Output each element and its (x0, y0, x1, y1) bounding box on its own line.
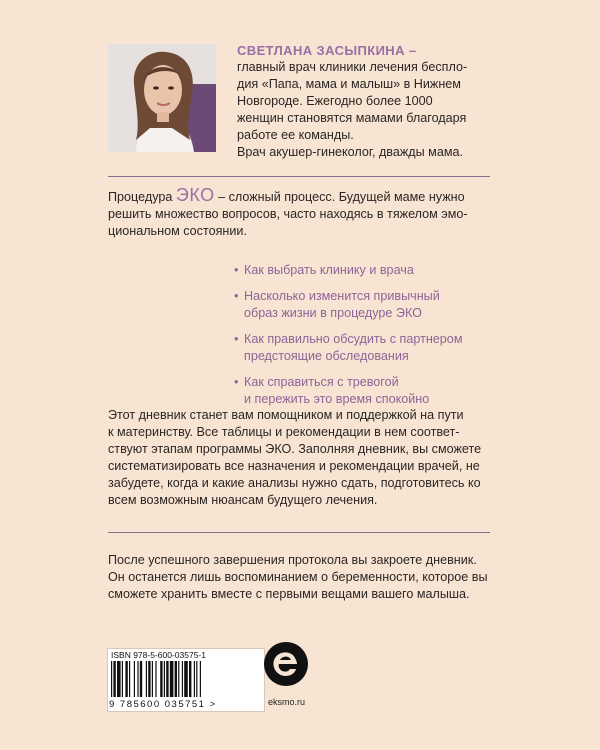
list-item-text: Насколько изменится привычный (244, 289, 440, 303)
eco-highlight: ЭКО (175, 185, 215, 205)
question-list (234, 262, 514, 417)
middle-line: забудете, когда и какие анализы нужно сдать, подготовитесь ко (108, 476, 481, 490)
intro-text-before: Процедура (108, 190, 176, 204)
author-bio-line: Новгороде. Ежегодно более 1000 (237, 94, 433, 108)
barcode-bar (137, 661, 138, 697)
closing-paragraph (108, 552, 498, 603)
list-item-text: Как правильно обсудить с партнером (244, 332, 463, 346)
barcode-bar (196, 661, 197, 697)
list-item (234, 288, 514, 322)
author-bio-line: главный врач клиники лечения беспло- (237, 60, 468, 74)
barcode-bar (113, 661, 115, 697)
eksmo-logo-icon (263, 641, 309, 687)
divider-bottom (108, 532, 490, 533)
barcode-bar (182, 661, 183, 697)
barcode-bar (117, 661, 121, 697)
middle-line: к материнству. Все таблицы и рекомендации в нем соответ- (108, 425, 460, 439)
bullet-marker: • (234, 289, 239, 303)
barcode-bar (194, 661, 195, 697)
author-bio-line: Врач акушер-гинеколог, дважды мама. (237, 145, 464, 159)
barcode-bar (129, 661, 130, 697)
eksmo-logo-graphic (263, 641, 309, 687)
barcode-bar (134, 661, 135, 697)
publisher-site: eksmo.ru (268, 697, 306, 707)
barcode-digits: 9 785600 035751 > (109, 699, 217, 710)
barcode-bar (155, 661, 156, 697)
barcode-bar (184, 661, 188, 697)
author-bio-line: работе ее команды. (237, 128, 354, 142)
list-item (234, 331, 514, 365)
barcode-bar (146, 661, 147, 697)
list-item (234, 262, 514, 279)
barcode-bar (166, 661, 168, 697)
intro-line-1 (108, 187, 498, 206)
bullet-marker: • (234, 375, 239, 389)
barcode-bar (189, 661, 191, 697)
divider-top (108, 176, 490, 177)
bullet-marker: • (234, 263, 239, 277)
author-bio-line: женщин становятся мамами благодаря (237, 111, 467, 125)
barcode-bar (200, 661, 201, 697)
closing-line: После успешного завершения протокола вы закроете дневник. (108, 553, 477, 567)
list-item-text: Как справиться с тревогой (244, 375, 399, 389)
intro-paragraph (108, 187, 498, 240)
intro-line-2: решить множество вопросов, часто находясь в тяжелом эмо- (108, 207, 468, 221)
author-bio (237, 42, 537, 161)
middle-line: всем возможным нюансам будущего лечения. (108, 493, 378, 507)
barcode-bar (160, 661, 162, 697)
author-photo (108, 44, 216, 152)
barcode-bar (111, 661, 112, 697)
barcode-bar (170, 661, 174, 697)
closing-line: сможете хранить вместе с первыми вещами вашего малыша. (108, 587, 470, 601)
barcode-bar (152, 661, 153, 697)
middle-line: Этот дневник станет вам помощником и поддержкой на пути (108, 408, 464, 422)
barcode-bars (111, 661, 261, 697)
author-name: СВЕТЛАНА ЗАСЫПКИНА – (237, 43, 417, 58)
isbn-text: ISBN 978-5-600-03575-1 (111, 650, 206, 660)
middle-line: систематизировать все назначения и рекомендации врачей, не (108, 459, 480, 473)
bullet-marker: • (234, 332, 239, 346)
barcode-bar (178, 661, 179, 697)
barcode-bar (122, 661, 123, 697)
barcode-bar (164, 661, 165, 697)
barcode (107, 648, 265, 712)
middle-line: ствуют этапам программы ЭКО. Заполняя дневник, вы сможете (108, 442, 482, 456)
list-item (234, 374, 514, 408)
middle-paragraph (108, 407, 498, 509)
barcode-bar (125, 661, 127, 697)
barcode-bar (175, 661, 177, 697)
author-portrait-image (108, 44, 216, 152)
list-item-text: и пережить это время спокойно (244, 392, 430, 406)
list-item-text: Как выбрать клинику и врача (244, 263, 414, 277)
barcode-bar (140, 661, 142, 697)
intro-line-3: циональном состоянии. (108, 224, 247, 238)
closing-line: Он останется лишь воспоминанием о беременности, которое вы (108, 570, 488, 584)
list-item-text: образ жизни в процедуре ЭКО (244, 306, 422, 320)
author-bio-line: дия «Папа, мама и малыш» в Нижнем (237, 77, 461, 91)
list-item-text: предстоящие обследования (244, 349, 409, 363)
intro-text-after: – сложный процесс. Будущей маме нужно (214, 190, 465, 204)
barcode-bar (148, 661, 150, 697)
